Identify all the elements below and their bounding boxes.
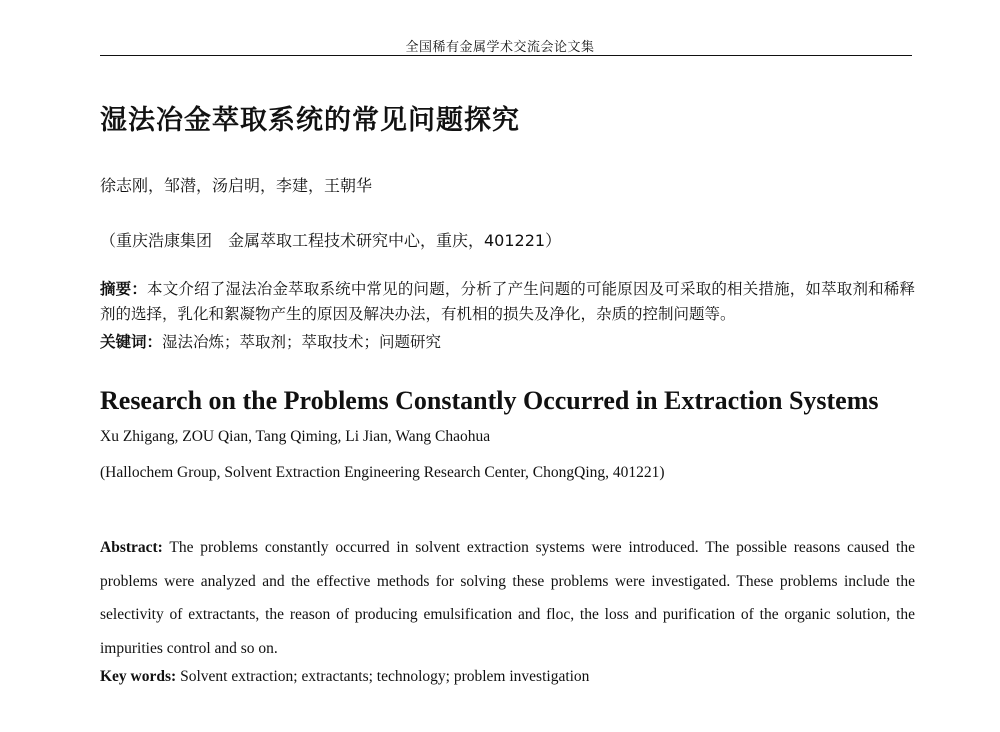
chinese-abstract-text: 本文介绍了湿法冶金萃取系统中常见的问题，分析了产生问题的可能原因及可采取的相关措施，如萃取剂和稀释剂的选择，乳化和絮凝物产生的原因及解决办法，有机相的损失及净化，杂质的控制问题等。 xyxy=(100,280,915,323)
english-title: Research on the Problems Constantly Occurred in Extraction Systems xyxy=(100,386,879,415)
chinese-affiliation: （重庆浩康集团 金属萃取工程技术研究中心，重庆，401221） xyxy=(100,231,562,250)
english-affiliation: (Hallochem Group, Solvent Extraction Engineering Research Center, ChongQing, 401221) xyxy=(100,464,665,481)
chinese-abstract-label: 摘要： xyxy=(100,280,148,298)
chinese-title: 湿法冶金萃取系统的常见问题探究 xyxy=(100,105,520,136)
english-keywords-label: Key words: xyxy=(100,668,177,685)
english-authors: Xu Zhigang, ZOU Qian, Tang Qiming, Li Jian, Wang Chaohua xyxy=(100,428,491,445)
chinese-keywords-label: 关键词： xyxy=(100,333,163,351)
english-abstract-text: The problems constantly occurred in solvent extraction systems were introduced. The possible reasons caused the problems were analyzed and the effective methods for solving these problems were investigated. These problems include the selectivity of extractants, the reason of producing emulsification and floc, the loss and purification of the organic solution, the impurities control and so on. xyxy=(100,539,915,657)
chinese-abstract xyxy=(100,277,915,327)
chinese-keywords-text: 湿法冶炼；萃取剂；萃取技术；问题研究 xyxy=(162,333,442,351)
running-head: 全国稀有金属学术交流会论文集 xyxy=(405,40,595,55)
english-keywords xyxy=(100,668,589,686)
header-rule xyxy=(100,55,912,56)
english-abstract xyxy=(100,531,915,665)
english-keywords-text: Solvent extraction; extractants; technology; problem investigation xyxy=(180,668,590,685)
chinese-keywords xyxy=(100,330,441,352)
english-abstract-label: Abstract: xyxy=(100,539,163,556)
chinese-authors: 徐志刚，邹潜，汤启明，李建，王朝华 xyxy=(100,176,373,195)
